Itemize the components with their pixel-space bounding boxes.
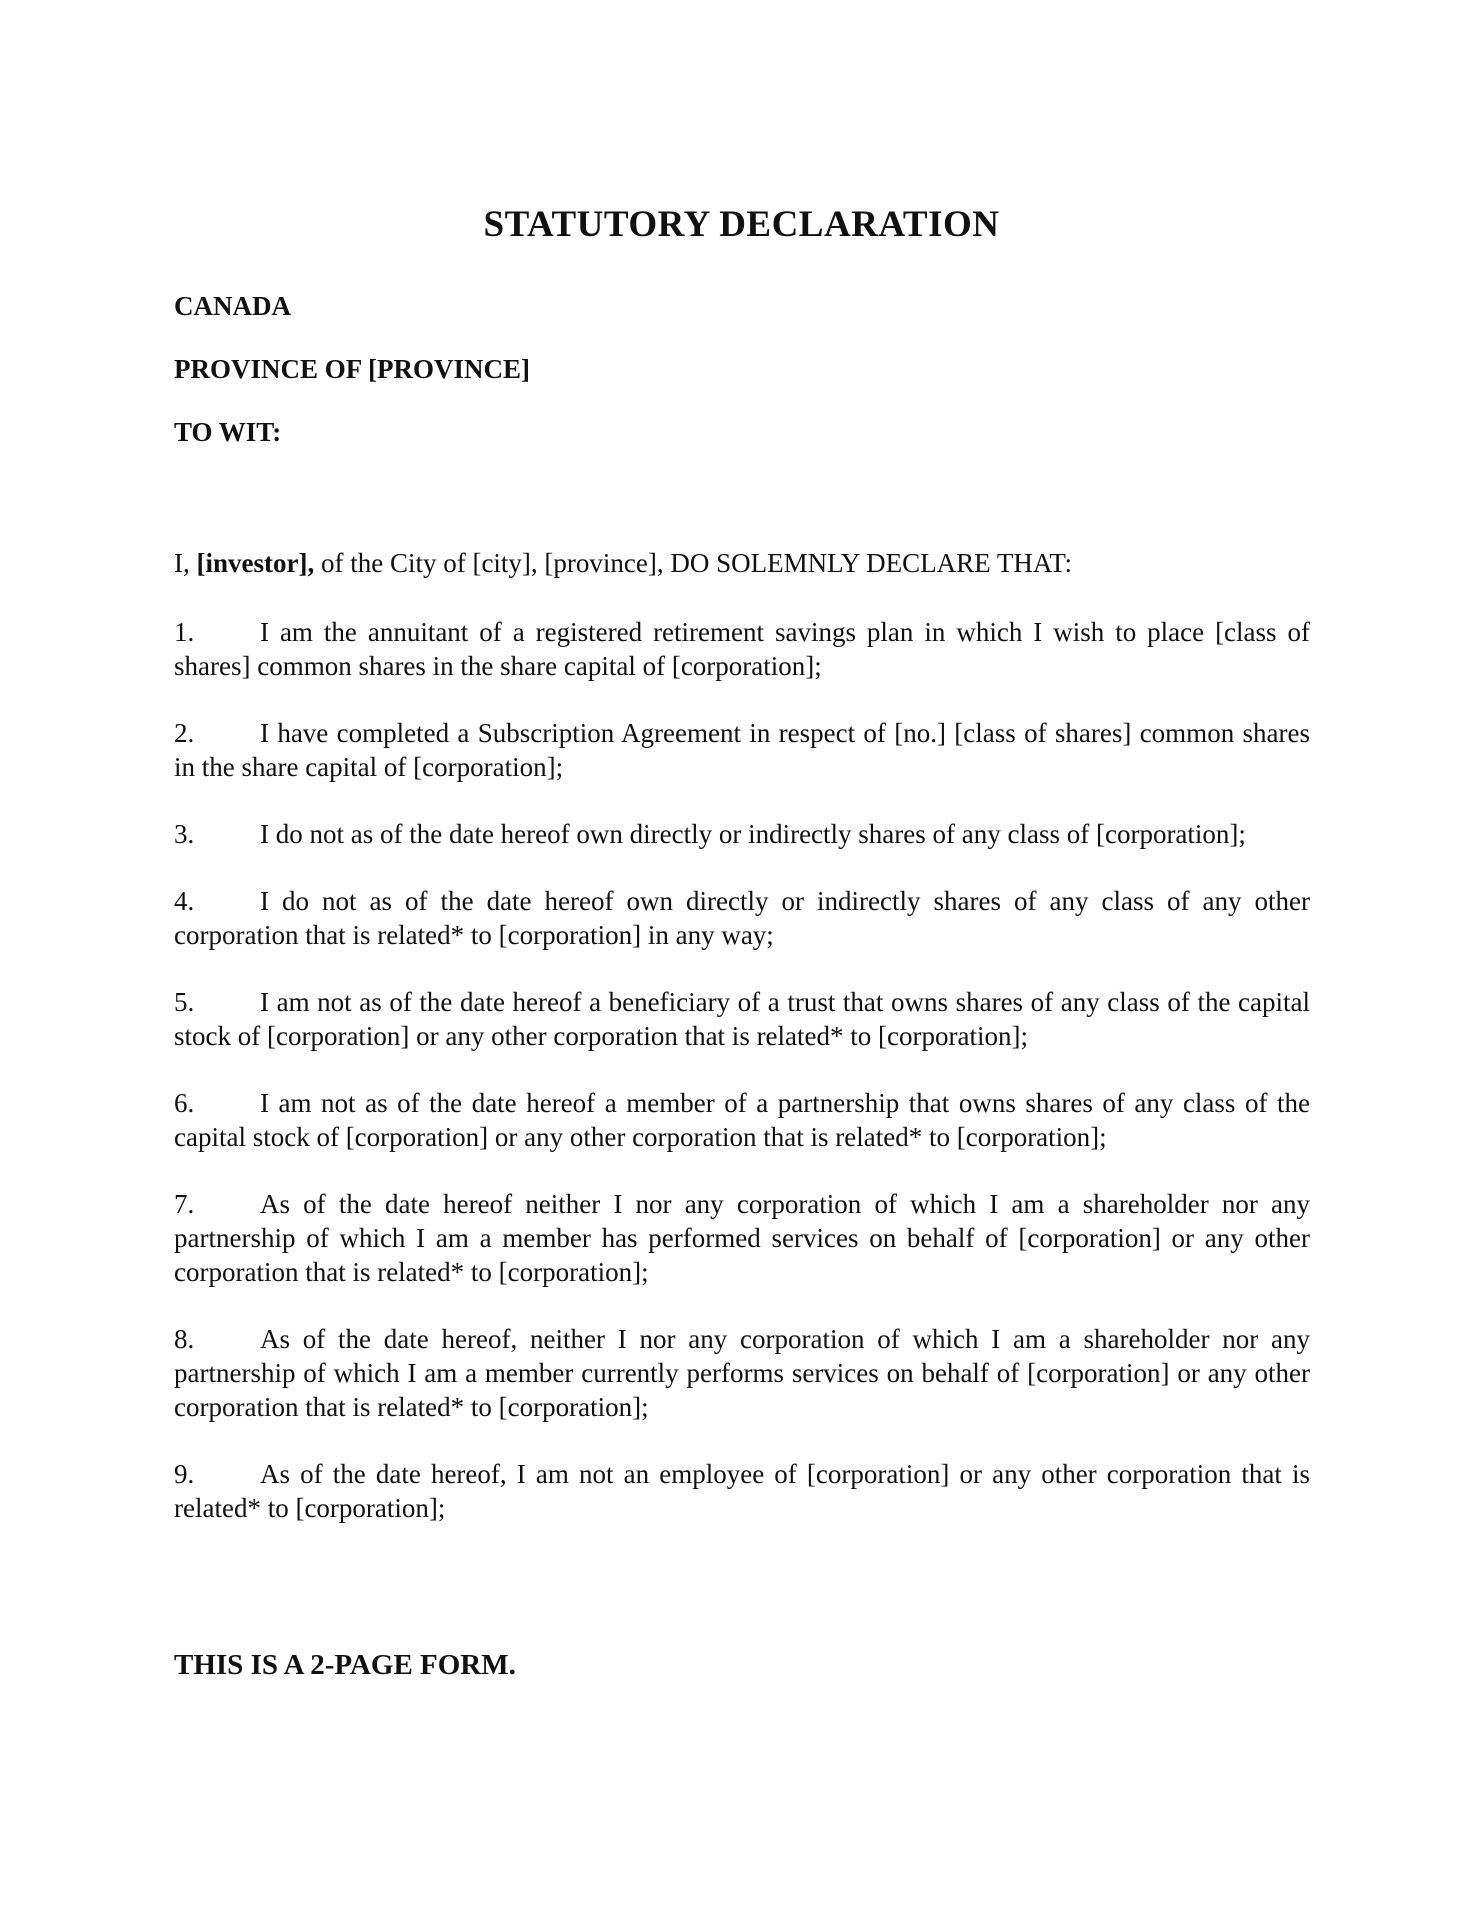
clause-item [174,716,1310,784]
clause-text: I do not as of the date hereof own directly or indirectly shares of any class of any other corporation that is related* to [corporation] in any way; [174,886,1310,950]
clause-number: 9. [174,1459,195,1489]
clause-text: I am the annuitant of a registered retirement savings plan in which I wish to place [class of shares] common shares in the share capital of [corporation]; [174,617,1310,681]
intro-paragraph [174,546,1310,580]
footer-note: THIS IS A 2-PAGE FORM. [174,1649,516,1681]
clause-number: 7. [174,1189,195,1219]
intro-investor: [investor], [196,548,315,578]
clause-item [174,1322,1310,1424]
clause-number: 5. [174,987,195,1017]
clause-number: 3. [174,819,195,849]
clause-number: 1. [174,617,195,647]
header-country: CANADA [174,291,291,321]
clause-number: 2. [174,718,195,748]
clause-item [174,985,1310,1053]
clause-text: As of the date hereof neither I nor any corporation of which I am a shareholder nor any partnership of which I am a member has performed services on behalf of [corporation] or any other corporation that is related* to [corporation]; [174,1189,1310,1287]
header-province: PROVINCE OF [PROVINCE] [174,354,530,384]
clause-item [174,884,1310,952]
clause-number: 4. [174,886,195,916]
document-title: STATUTORY DECLARATION [483,204,1000,245]
clause-number: 6. [174,1088,195,1118]
clause-list [174,615,1310,1558]
clause-item [174,1457,1310,1525]
clause-item [174,615,1310,683]
clause-item [174,1187,1310,1289]
intro-prefix: I, [174,548,197,578]
clause-text: I am not as of the date hereof a beneficiary of a trust that owns shares of any class of the capital stock of [corporation] or any other corporation that is related* to [corporation]; [174,987,1310,1051]
clause-text: I have completed a Subscription Agreement in respect of [no.] [class of shares] common shares in the share capital of [corporation]; [174,718,1310,782]
clause-item [174,1086,1310,1154]
intro-rest: of the City of [city], [province], DO SOLEMNLY DECLARE THAT: [314,548,1073,578]
clause-item [174,817,1310,851]
header-to-wit: TO WIT: [174,417,282,447]
clause-text: I am not as of the date hereof a member of a partnership that owns shares of any class of the capital stock of [corporation] or any other corporation that is related* to [corporation]; [174,1088,1310,1152]
clause-text: I do not as of the date hereof own directly or indirectly shares of any class of [corporation]; [260,819,1246,849]
clause-text: As of the date hereof, I am not an employee of [corporation] or any other corporation that is related* to [corporation]; [174,1459,1310,1523]
clause-text: As of the date hereof, neither I nor any corporation of which I am a shareholder nor any partnership of which I am a member currently performs services on behalf of [corporation] or any other corporation that is related* to [corporation]; [174,1324,1310,1422]
clause-number: 8. [174,1324,195,1354]
